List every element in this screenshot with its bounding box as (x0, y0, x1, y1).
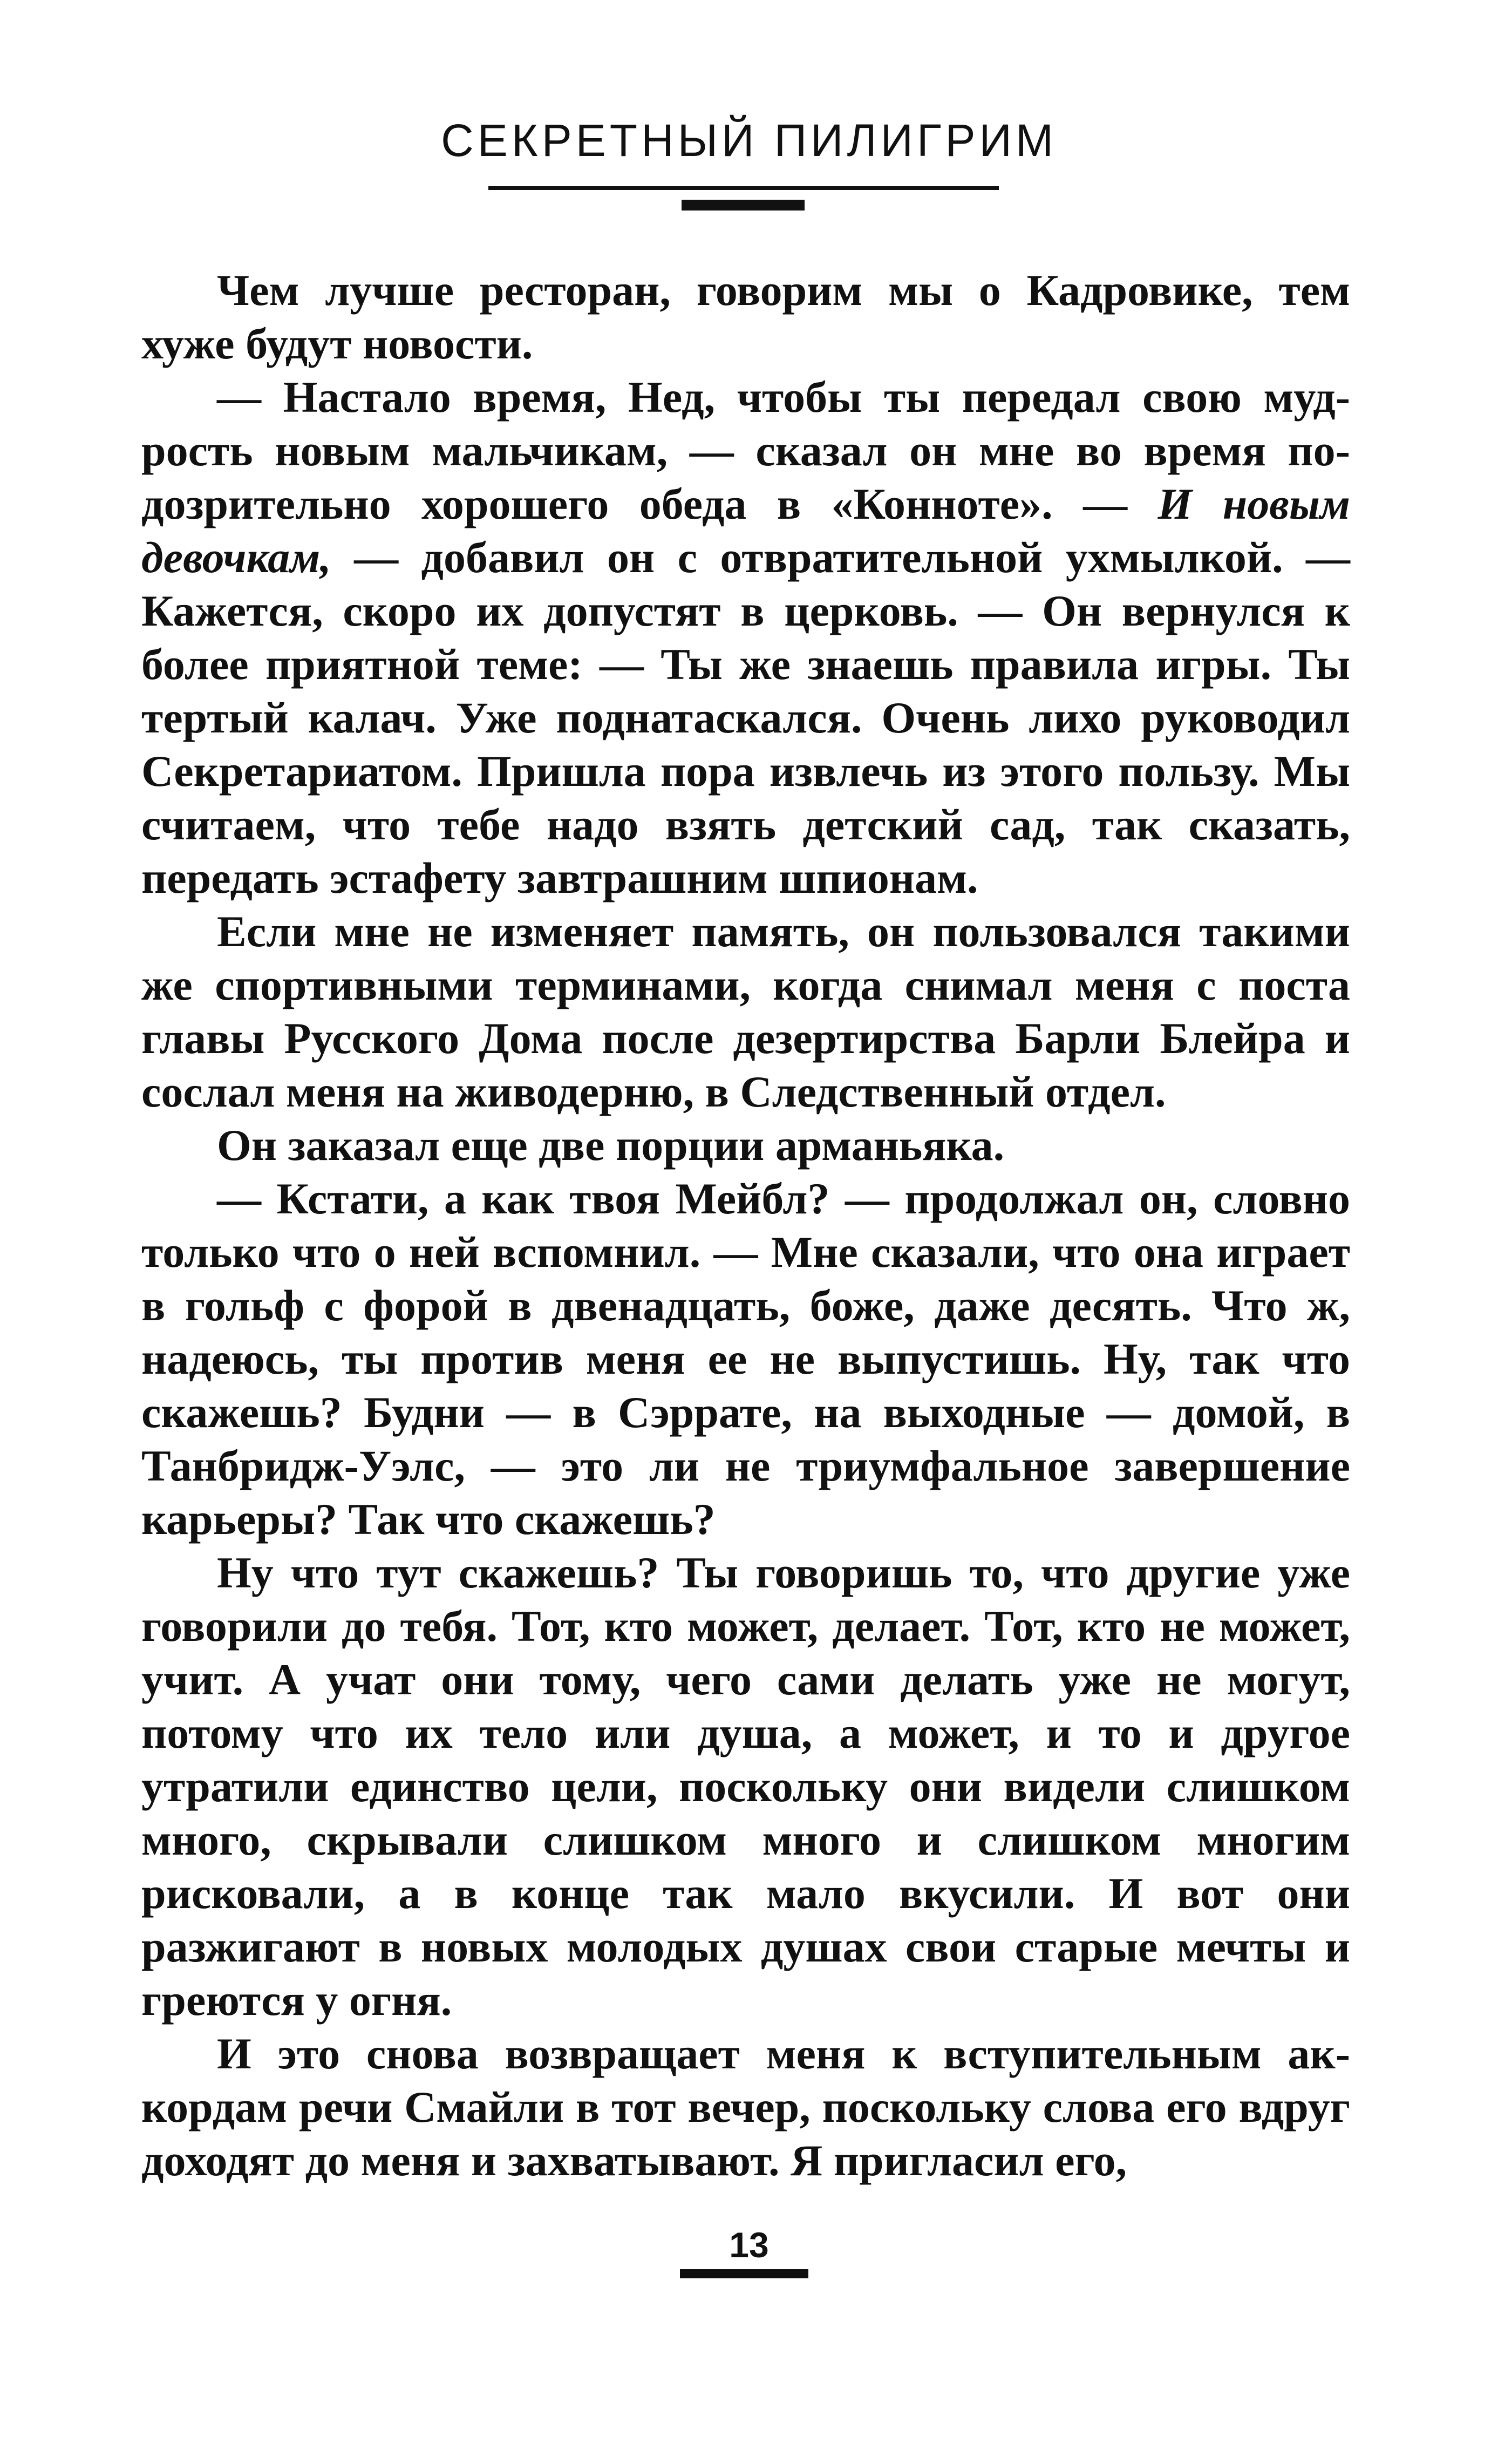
running-title: СЕКРЕТНЫЙ ПИЛИГРИМ (441, 115, 1057, 166)
paragraph-7: И это снова возвращает меня к вступительным аккордам речи Смайли в тот вечер, поскольку слова его вдруг доходят до меня и захватывают. Я пригласил его, (141, 2029, 1350, 2185)
header-rule-thin (488, 186, 999, 190)
paragraph-2-part-c: — добавил он с отвратительной ухмылкой. — Кажется, скоро их допустят в церковь. — Он вернулся к более приятной теме: — Ты же знаешь правила игры. Ты тертый калач. Уже поднатаскался. Очень лихо руководил Секретариатом. Пришла пора извлечь из этого пользу. Мы считаем, что тебе надо взять детский сад, так сказать, передать эстафету завтрашним шпионам. (141, 533, 1350, 902)
paragraph-2-part-a: — Настало время, Нед, чтобы ты передал свою мудрость новым мальчикам, — сказал он мне во время подозрительно хорошего обеда в «Конноте». — (141, 372, 1350, 528)
paragraph-4: Он заказал еще две порции арманьяка. (217, 1121, 1005, 1170)
page-number: 13 (729, 2225, 769, 2265)
header-rule-thick (682, 200, 805, 211)
paragraph-1: Чем лучше ресторан, говорим мы о Кадровике, тем хуже будут новости. (141, 266, 1350, 368)
page-number-rule (680, 2269, 808, 2278)
body-text (141, 263, 1350, 2187)
paragraph-2 (141, 370, 1350, 905)
paragraph-2-italic: И новым девочкам, (141, 479, 1351, 582)
paragraph-6: Ну что тут скажешь? Ты говоришь то, что другие уже говорили до тебя. Тот, кто может, делает. Тот, кто не может, учит. А учат они тому, чего сами делать уже не могут, потому что их тело или душа, а может, и то и другое утратили единство цели, поскольку они видели слишком много, скрывали слишком много и слишком многим рисковали, а в конце так мало вкусили. И вот они разжигают в новых молодых душах свои старые мечты и греются у огня. (141, 1548, 1350, 2025)
paragraph-5: — Кстати, а как твоя Мейбл? — продолжал он, словно только что о ней вспомнил. — Мне сказали, что она играет в гольф с форой в двенадцать, боже, даже десять. Что ж, надеюсь, ты против меня ее не выпустишь. Ну, так что скажешь? Будни — в Сэррате, на выходные — домой, в Танбридж-Уэлс, — это ли не триумфальное завершение карьеры? Так что скажешь? (141, 1174, 1350, 1544)
paragraph-3: Если мне не изменяет память, он пользовался такими же спортивными терминами, когда снимал меня с поста главы Русского Дома после дезертирства Барли Блейра и сослал меня на живодерню, в Следственный отдел. (141, 907, 1350, 1116)
